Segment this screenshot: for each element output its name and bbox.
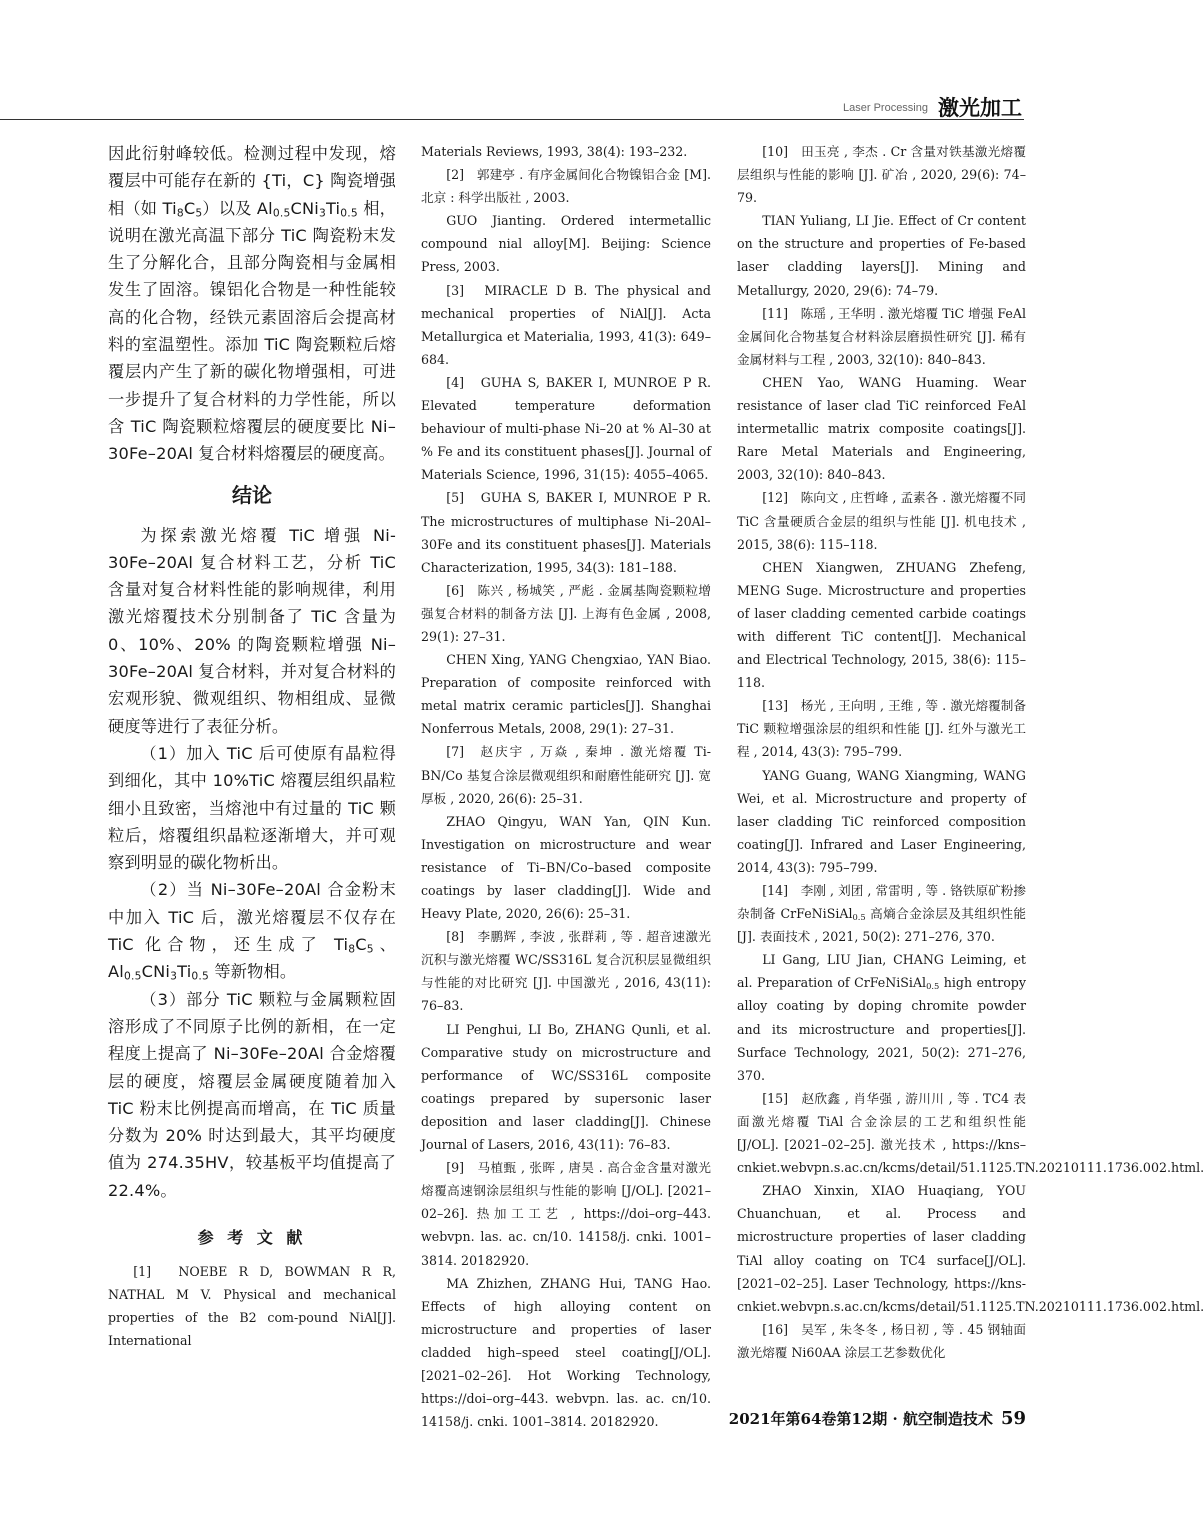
reference-continuation: Materials Reviews, 1993, 38(4): 193–232. (421, 144, 688, 159)
reference-item: [8] 李鹏辉 , 李波 , 张群莉 , 等 . 超音速激光沉积与激光熔覆 WC/SS316L 复合沉积层显微组织与性能的对比研究 [J]. 中国激光 , 2016, 43(11): 76–83. (421, 929, 711, 1014)
reference-item: [12] 陈向文 , 庄哲峰 , 孟素各 . 激光熔覆不同 TiC 含量硬质合金层的组织与性能 [J]. 机电技术 , 2015, 38(6): 115–118. (737, 490, 1026, 552)
column-1 (108, 140, 396, 1352)
reference-item: [14] 李刚 , 刘团 , 常雷明 , 等 . 铬铁原矿粉掺杂制备 CrFeNiSiAl$_{0.5}$ 高熵合金涂层及其组织性能 [J]. 表面技术 , 2021, 50(2): 271–276, 370. (737, 883, 1026, 945)
body-paragraph-intro: 因此衍射峰较低。检测过程中发现，熔覆层中可能存在新的 {Ti，C} 陶瓷增强相（如 $Ti_8C_5$）以及 $Al_{0.5}CNi_3Ti_{0.5}$ 相，说明在激光高温下部分 TiC 陶瓷粉末发生了分解化合，且部分陶瓷相与金属相发生了固溶。镍铝化合物是一种性能较高的化合物，经铁元素固溶后会提高材料的室温塑性。添加 TiC 陶瓷颗粒后熔覆层内产生了新的碳化物增强相，可进一步提升了复合材料的力学性能，所以含 TiC 陶瓷颗粒熔覆层的硬度要比 Ni–30Fe–20Al 复合材料熔覆层的硬度高。 (108, 144, 397, 464)
journal-section-en: Laser Processing (843, 102, 928, 114)
header-rule (0, 119, 1024, 120)
reference-item: [3] MIRACLE D B. The physical and mechanical properties of NiAl[J]. Acta Metallurgica et Materialia, 1993, 41(3): 649–684. (421, 282, 711, 367)
references-heading: 参 考 文 献 (197, 1227, 307, 1247)
reference-item: [9] 马植甄 , 张晖 , 唐昊 . 高合金含量对激光熔覆高速钢涂层组织与性能的影响 [J/OL]. [2021–02–26]. 热加工工艺 , https://doi–org–443. webvpn. las. ac. cn/10. 14158/j. cnki. 1001–3814. 20182920. (421, 1160, 711, 1268)
running-header (0, 92, 1134, 122)
reference-item: [10] 田玉亮 , 李杰 . Cr 含量对铁基激光熔覆层组织与性能的影响 [J]. 矿冶 , 2020, 29(6): 74–79. (737, 144, 1026, 206)
column-2 (421, 140, 711, 1433)
reference-item: [6] 陈兴 , 杨城笑 , 严彪 . 金属基陶瓷颗粒增强复合材料的制备方法 [J]. 上海有色金属 , 2008, 29(1): 27–31. (421, 582, 711, 644)
reference-item: [15] 赵欣鑫 , 肖华强 , 游川川 , 等 . TC4 表面激光熔覆 TiAl 合金涂层的工艺和组织性能 [J/OL]. [2021–02–25]. 激光技术 , https://kns–cnkiet.webvpn.s.ac.cn/kcms/detail/51.1125.TN.20210111.1736.002.html. (737, 1090, 1204, 1176)
reference-item: LI Penghui, LI Bo, ZHANG Qunli, et al. Comparative study on microstructure and performance of WC/SS316L composite coatings prepared by supersonic laser deposition and laser cladding[J]. Chinese Journal of Lasers, 2016, 43(11): 76–83. (421, 1021, 711, 1153)
reference-item: [7] 赵庆宇 , 万焱 , 秦坤 . 激光熔覆 Ti-BN/Co 基复合涂层微观组织和耐磨性能研究 [J]. 宽厚板 , 2020, 26(6): 25–31. (421, 744, 711, 806)
conclusion-heading: 结论 (232, 482, 272, 507)
footer-journal-info: 2021年第64卷第12期 · 航空制造技术 (728, 1410, 993, 1428)
reference-item: CHEN Xing, YANG Chengxiao, YAN Biao. Preparation of composite reinforced with metal matrix ceramic particles[J]. Shanghai Nonferrous Metals, 2008, 29(1): 27–31. (421, 652, 711, 737)
reference-item: ZHAO Qingyu, WAN Yan, QIN Kun. Investigation on microstructure and wear resistance of Ti–BN/Co–based composite coatings by laser cladding[J]. Wide and Heavy Plate, 2020, 26(6): 25–31. (421, 813, 711, 922)
reference-item: GUO Jianting. Ordered intermetallic compound nial alloy[M]. Beijing: Science Press, 2003. (421, 213, 711, 275)
reference-item: CHEN Xiangwen, ZHUANG Zhefeng, MENG Suge. Microstructure and properties of laser cladding cemented carbide coatings with different TiC content[J]. Mechanical and Electrical Technology, 2015, 38(6): 115–118. (737, 559, 1026, 691)
reference-item: YANG Guang, WANG Xiangming, WANG Wei, et al. Microstructure and property of laser cladding TiC reinforced composition coating[J]. Infrared and Laser Engineering, 2014, 43(3): 795–799. (737, 767, 1026, 875)
reference-item: [11] 陈瑶 , 王华明 . 激光熔覆 TiC 增强 FeAl 金属间化合物基复合材料涂层磨损性研究 [J]. 稀有金属材料与工程 , 2003, 32(10): 840–843. (737, 305, 1026, 367)
page-number: 59 (1000, 1408, 1026, 1429)
reference-item: TIAN Yuliang, LI Jie. Effect of Cr content on the structure and properties of Fe-based laser cladding layers[J]. Mining and Metallurgy, 2020, 29(6): 74–79. (737, 213, 1026, 298)
reference-item: MA Zhizhen, ZHANG Hui, TANG Hao. Effects of high alloying content on microstructure and properties of laser cladded high–speed steel coating[J/OL]. [2021–02–26]. Hot Working Technology, https://doi–org–443. webvpn. las. ac. cn/10. 14158/j. cnki. 1001–3814. 20182920. (421, 1275, 711, 1430)
reference-item: ZHAO Xinxin, XIAO Huaqiang, YOU Chuanchuan, et al. Process and microstructure properties of laser cladding TiAl alloy coating on TC4 surface[J/OL]. [2021–02–25]. Laser Technology, https://kns-cnkiet.webvpn.s.ac.cn/kcms/detail/51.1125.TN.20210111.1736.002.html. (737, 1183, 1204, 1314)
conclusion-point-2: （2）当 Ni–30Fe–20Al 合金粉末中加入 TiC 后，激光熔覆层不仅存在 TiC 化合物，还生成了 $Ti_8C_5$、$Al_{0.5}CNi_3Ti_{0.5}$ 等新物相。 (108, 880, 396, 983)
reference-item: [13] 杨光 , 王向明 , 王维 , 等 . 激光熔覆制备 TiC 颗粒增强涂层的组织和性能 [J]. 红外与激光工程 , 2014, 43(3): 795–799. (737, 698, 1026, 760)
reference-item: CHEN Yao, WANG Huaming. Wear resistance of laser clad TiC reinforced FeAl intermetallic matrix composite coatings[J]. Rare Metal Materials and Engineering, 2003, 32(10): 840–843. (737, 374, 1026, 483)
column-3 (737, 140, 1204, 1364)
conclusion-point-1: （1）加入 TiC 后可使原有晶粒得到细化，其中 10%TiC 熔覆层组织晶粒细小且致密，当熔池中有过量的 TiC 颗粒后，熔覆组织晶粒逐渐增大，并可观察到明显的碳化物析出。 (108, 743, 396, 873)
reference-item: [2] 郭建亭 . 有序金属间化合物镍铝合金 [M]. 北京 : 科学出版社 , 2003. (421, 167, 711, 206)
reference-item: [4] GUHA S, BAKER I, MUNROE P R. Elevated temperature deformation behaviour of multi-phase Ni–20 at % Al–30 at % Fe and its constituent phases[J]. Journal of Materials Science, 1996, 31(15): 4055–4065. (421, 374, 711, 483)
reference-item: LI Gang, LIU Jian, CHANG Leiming, et al. Preparation of CrFeNiSiAl$_{0.5}$ high entropy alloy coating by doping chromite powder and its microstructure and properties[J]. Surface Technology, 2021, 50(2): 271–276, 370. (737, 952, 1026, 1083)
reference-item: [16] 吴军 , 朱冬冬 , 杨日初 , 等 . 45 钢轴面激光熔覆 Ni60AA 涂层工艺参数优化 (737, 1321, 1026, 1360)
reference-item: [1] NOEBE R D, BOWMAN R R, NATHAL M V. Physical and mechanical properties of the B2 com-pound NiAl[J]. International (108, 1263, 396, 1349)
page-footer (729, 1408, 1026, 1429)
reference-item: [5] GUHA S, BAKER I, MUNROE P R. The microstructures of multiphase Ni–20Al–30Fe and its constituent phases[J]. Materials Characterization, 1995, 34(3): 181–188. (421, 490, 711, 575)
journal-section-cn: 激光加工 (938, 96, 1022, 120)
conclusion-paragraph: 为探索激光熔覆 TiC 增强 Ni-30Fe–20Al 复合材料工艺，分析 TiC 含量对复合材料性能的影响规律，利用激光熔覆技术分别制备了 TiC 含量为 0、10%、20% 的陶瓷颗粒增强 Ni–30Fe–20Al 复合材料，并对复合材料的宏观形貌、微观组织、物相组成、显微硬度等进行了表征分析。 (108, 525, 396, 736)
conclusion-point-3: （3）部分 TiC 颗粒与金属颗粒固溶形成了不同原子比例的新相，在一定程度上提高了 Ni–30Fe–20Al 合金熔覆层的硬度，熔覆层金属硬度随着加入 TiC 粉末比例提高而增高，在 TiC 质量分数为 20% 时达到最大，其平均硬度值为 274.35HV，较基板平均值提高了 22.4%。 (108, 989, 396, 1200)
